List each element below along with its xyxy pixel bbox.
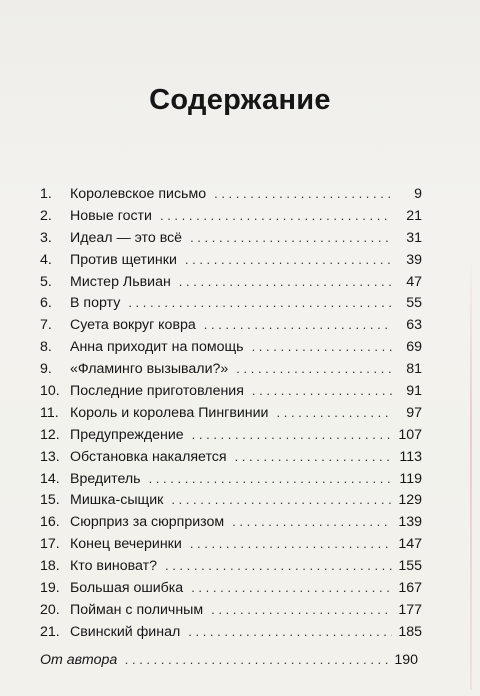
page-edge-mark	[470, 250, 472, 690]
page-number: 21	[406, 207, 422, 224]
toc-entry	[40, 274, 422, 296]
toc-entry	[40, 580, 422, 602]
dot-leader	[179, 274, 392, 289]
chapter-title: Кто виноват?	[70, 558, 157, 575]
chapter-title: Король и королева Пингвинии	[70, 404, 269, 421]
dot-leader	[188, 624, 392, 639]
chapter-number: 14.	[40, 470, 60, 487]
toc-entry	[40, 230, 422, 252]
chapter-title: Королевское письмо	[70, 186, 207, 202]
chapter-title: «Фламинго вызывали?»	[70, 361, 229, 378]
page-number: 81	[406, 361, 422, 378]
toc-entry	[40, 186, 422, 208]
page-number: 190	[394, 651, 418, 668]
chapter-number: 19.	[40, 580, 60, 597]
page-number: 167	[398, 580, 422, 597]
page-number: 31	[406, 229, 422, 246]
chapter-title: Идеал — это всё	[70, 229, 183, 246]
toc-entry	[40, 514, 422, 536]
chapter-number: 5.	[40, 273, 52, 290]
dot-leader	[211, 602, 392, 617]
chapter-number: 13.	[40, 448, 60, 465]
chapter-title: Мишка-сыщик	[70, 492, 164, 509]
chapter-title: Свинский финал	[70, 623, 181, 640]
toc-entry	[40, 536, 422, 558]
chapter-title: Обстановка накаляется	[70, 448, 227, 465]
page-number: 119	[399, 470, 422, 487]
chapter-number: 21.	[40, 623, 60, 640]
dot-leader	[214, 186, 392, 201]
chapter-number: 15.	[40, 492, 60, 509]
author-note-title: От автора	[40, 651, 118, 668]
dot-leader	[171, 492, 392, 507]
chapter-title: Новые гости	[70, 207, 152, 224]
chapter-title: Конец вечеринки	[70, 536, 182, 553]
chapter-number: 17.	[40, 536, 60, 553]
chapter-title: Анна приходит на помощь	[70, 339, 244, 356]
toc-entry	[40, 383, 422, 405]
chapter-number: 3.	[40, 229, 52, 246]
toc-entry	[40, 405, 422, 427]
page-number: 177	[398, 601, 422, 618]
toc-entry	[40, 558, 422, 580]
toc-entry	[40, 624, 422, 646]
page-number: 139	[398, 514, 422, 531]
chapter-number: 18.	[40, 558, 60, 575]
page-number: 97	[406, 404, 422, 421]
chapter-title: Большая ошибка	[70, 580, 184, 597]
chapter-number: 2.	[40, 207, 52, 224]
page-number: 63	[406, 317, 422, 334]
chapter-title: Против щетинки	[70, 251, 177, 268]
chapter-number: 4.	[40, 251, 52, 268]
dot-leader	[149, 471, 392, 486]
page-number: 107	[398, 426, 422, 443]
chapter-number: 7.	[40, 317, 52, 334]
toc-entry	[40, 449, 422, 471]
chapter-title: В порту	[70, 295, 121, 312]
page-number: 39	[406, 251, 422, 268]
page-number: 113	[399, 448, 422, 465]
chapter-number: 20.	[40, 601, 60, 618]
table-of-contents	[40, 186, 422, 674]
page-number: 155	[398, 558, 422, 575]
dot-leader	[277, 405, 393, 420]
toc-entry	[40, 339, 422, 361]
dot-leader	[190, 230, 392, 245]
dot-leader	[190, 536, 392, 551]
toc-entry	[40, 252, 422, 274]
dot-leader	[232, 514, 392, 529]
page-number: 147	[398, 536, 422, 553]
dot-leader	[165, 558, 392, 573]
chapter-title: Мистер Львиан	[70, 273, 171, 290]
page-number: 9	[414, 186, 422, 202]
toc-entry	[40, 471, 422, 493]
chapter-title: Предупреждение	[70, 426, 184, 443]
chapter-number: 9.	[40, 361, 52, 378]
page-number: 55	[406, 295, 422, 312]
chapter-number: 1.	[40, 186, 52, 202]
dot-leader	[235, 449, 392, 464]
chapter-number: 12.	[40, 426, 60, 443]
page-number: 47	[406, 273, 422, 290]
dot-leader	[160, 208, 392, 223]
page-title: Содержание	[149, 84, 331, 116]
dot-leader	[252, 339, 392, 354]
chapter-title: Суета вокруг ковра	[70, 317, 196, 334]
dot-leader	[125, 652, 388, 667]
toc-entry	[40, 317, 422, 339]
chapter-title: Сюрприз за сюрпризом	[70, 514, 225, 531]
chapter-title: Пойман с поличным	[70, 601, 204, 618]
dot-leader	[185, 252, 392, 267]
dot-leader	[236, 361, 392, 376]
chapter-title: Вредитель	[70, 470, 141, 487]
toc-entry	[40, 295, 422, 317]
toc-entry	[40, 427, 422, 449]
chapter-number: 8.	[40, 339, 52, 356]
page-number: 69	[406, 339, 422, 356]
dot-leader	[128, 295, 392, 310]
toc-entry	[40, 602, 422, 624]
chapter-number: 10.	[40, 383, 60, 400]
toc-entry	[40, 492, 422, 514]
chapter-number: 16.	[40, 514, 60, 531]
dot-leader	[191, 580, 392, 595]
toc-entry	[40, 208, 422, 230]
page-number: 129	[398, 492, 422, 509]
page-number: 185	[398, 623, 422, 640]
chapter-title: Последние приготовления	[70, 383, 244, 400]
dot-leader	[204, 317, 392, 332]
chapter-number: 11.	[40, 404, 59, 421]
dot-leader	[252, 383, 392, 398]
page-number: 91	[406, 383, 422, 400]
toc-entry	[40, 361, 422, 383]
dot-leader	[192, 427, 392, 442]
chapter-number: 6.	[40, 295, 52, 312]
toc-entry-author-note	[40, 652, 422, 674]
